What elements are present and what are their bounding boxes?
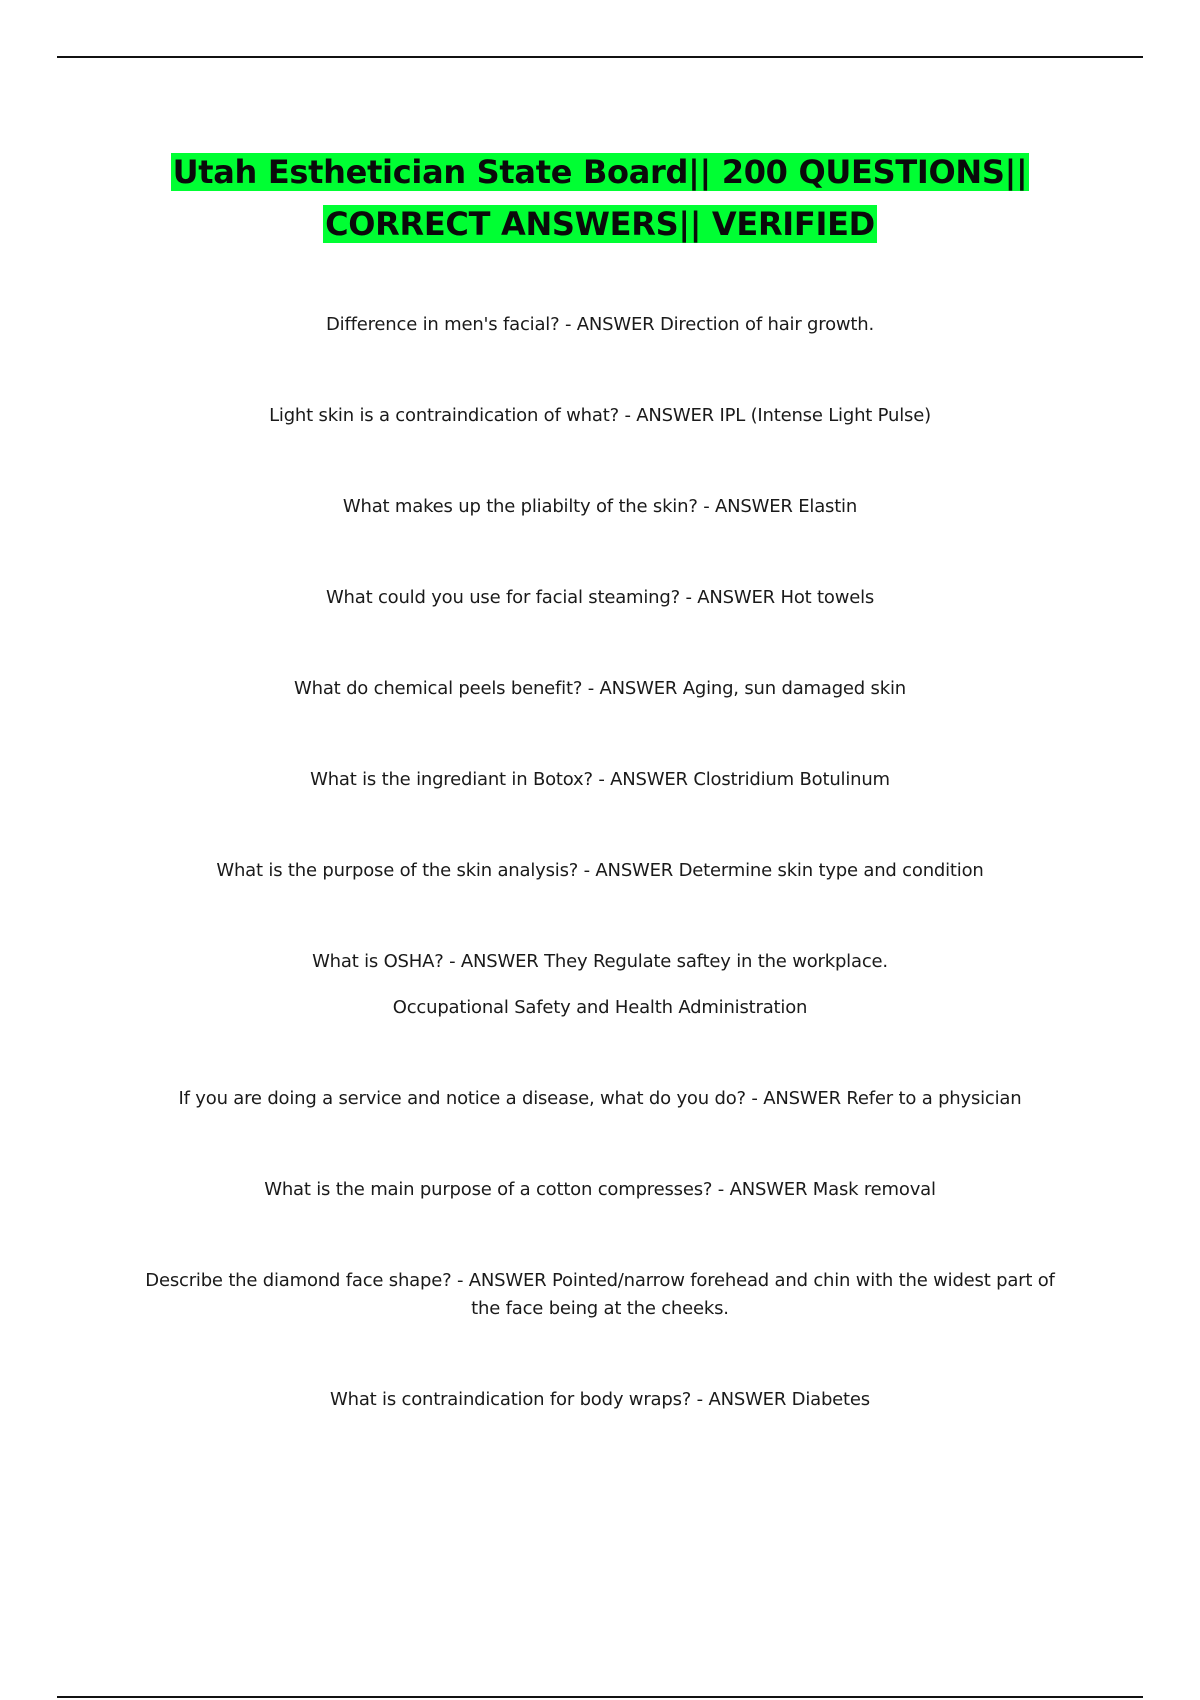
title-line-1: Utah Esthetician State Board|| 200 QUESTIONS|| [172, 153, 1028, 191]
qa-item [140, 493, 1060, 521]
qa-item [140, 675, 1060, 703]
qa-item [140, 1085, 1060, 1113]
qa-item [140, 857, 1060, 885]
qa-item [140, 402, 1060, 430]
title-line-2: CORRECT ANSWERS|| VERIFIED [325, 205, 875, 243]
qa-item [140, 766, 1060, 794]
qa-text: What makes up the pliabilty of the skin? - ANSWER Elastin [342, 496, 858, 517]
qa-extra-text: Occupational Safety and Health Administration [392, 997, 808, 1018]
qa-text: What is contraindication for body wraps? - ANSWER Diabetes [330, 1389, 870, 1410]
qa-text: What is the ingrediant in Botox? - ANSWER Clostridium Botulinum [310, 769, 890, 790]
qa-item [140, 1267, 1060, 1323]
document-title [100, 146, 1100, 250]
top-rule [57, 56, 1143, 58]
qa-item [140, 948, 1060, 1022]
qa-item [140, 311, 1060, 339]
bottom-rule [57, 1696, 1143, 1698]
qa-item [140, 1176, 1060, 1204]
qa-text: What could you use for facial steaming? - ANSWER Hot towels [325, 587, 875, 608]
qa-text: What do chemical peels benefit? - ANSWER Aging, sun damaged skin [294, 678, 906, 699]
qa-text: If you are doing a service and notice a disease, what do you do? - ANSWER Refer to a physician [178, 1088, 1022, 1109]
qa-text: Difference in men's facial? - ANSWER Direction of hair growth. [326, 314, 874, 335]
qa-text: Light skin is a contraindication of what? - ANSWER IPL (Intense Light Pulse) [269, 405, 931, 426]
qa-text: What is the purpose of the skin analysis? - ANSWER Determine skin type and condition [216, 860, 984, 881]
qa-text: What is OSHA? - ANSWER They Regulate saftey in the workplace. [312, 951, 888, 972]
qa-text: What is the main purpose of a cotton compresses? - ANSWER Mask removal [264, 1179, 936, 1200]
qa-text: Describe the diamond face shape? - ANSWER Pointed/narrow forehead and chin with the widest part of the face being at the cheeks. [145, 1270, 1055, 1319]
qa-item [140, 1386, 1060, 1414]
qa-item [140, 584, 1060, 612]
